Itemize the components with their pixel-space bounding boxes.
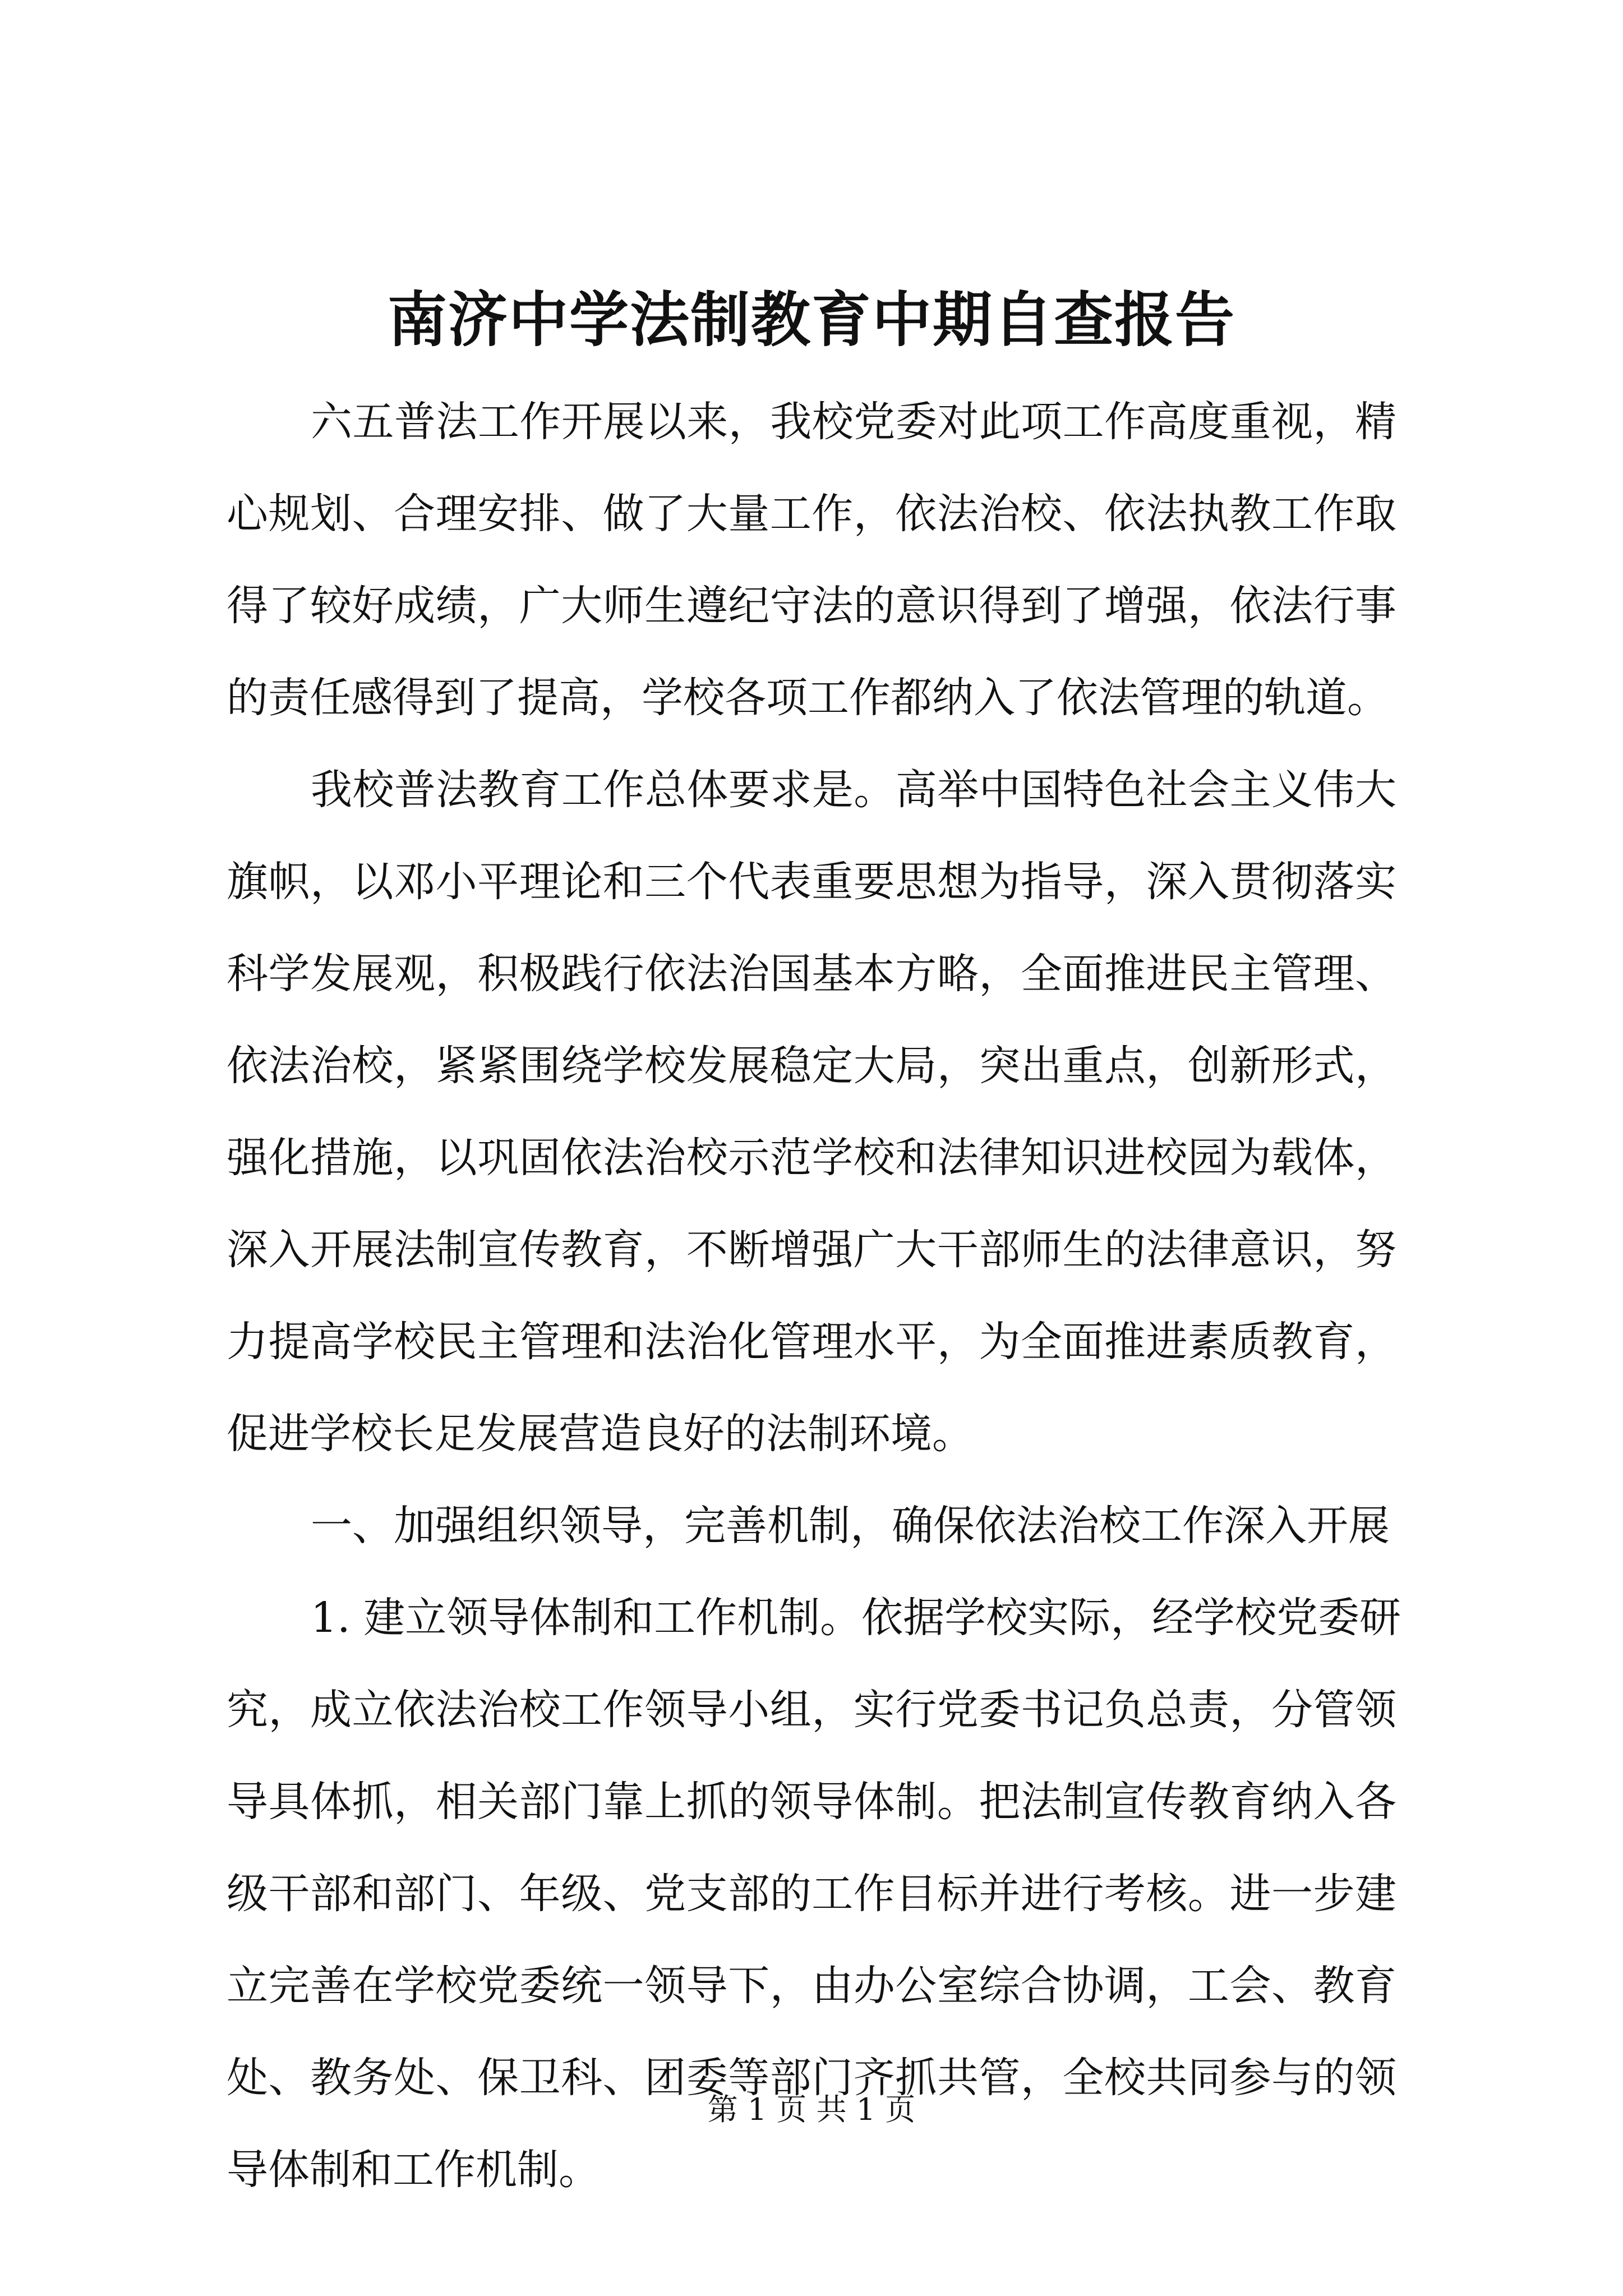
paragraph: [227, 376, 1396, 744]
text-line: 旗帜，以邓小平理论和三个代表重要思想为指导，深入贯彻落实: [227, 858, 1396, 906]
text-line: 深入开展法制宣传教育，不断增强广大干部师生的法律意识，努: [227, 1226, 1396, 1274]
text-line: 1. 建立领导体制和工作机制。依据学校实际，经学校党委研: [311, 1594, 1401, 1642]
text-line: 促进学校长足发展营造良好的法制环境。: [227, 1410, 974, 1458]
paragraph: [227, 744, 1396, 1480]
section-heading: [227, 1480, 1396, 1572]
text-line: 一、加强组织领导，完善机制，确保依法治校工作深入开展: [311, 1502, 1390, 1550]
text-line: 导体制和工作机制。: [227, 2146, 600, 2194]
text-line: 导具体抓，相关部门靠上抓的领导体制。把法制宣传教育纳入各: [227, 1778, 1396, 1826]
document-title: 南济中学法制教育中期自查报告: [388, 284, 1235, 355]
text-line: 心规划、合理安排、做了大量工作，依法治校、依法执教工作取: [227, 490, 1396, 538]
text-line: 得了较好成绩，广大师生遵纪守法的意识得到了增强，依法行事: [227, 582, 1396, 630]
text-line: 级干部和部门、年级、党支部的工作目标并进行考核。进一步建: [227, 1870, 1396, 1918]
text-line: 究，成立依法治校工作领导小组，实行党委书记负总责，分管领: [227, 1686, 1396, 1734]
text-line: 强化措施，以巩固依法治校示范学校和法律知识进校园为载体，: [227, 1134, 1396, 1182]
page-number: 第 1 页 共 1 页: [707, 2092, 916, 2127]
text-line: 的责任感得到了提高，学校各项工作都纳入了依法管理的轨道。: [227, 674, 1389, 722]
document-body: [227, 376, 1401, 2216]
text-line: 科学发展观，积极践行依法治国基本方略，全面推进民主管理、: [227, 950, 1396, 998]
text-line: 力提高学校民主管理和法治化管理水平，为全面推进素质教育，: [227, 1318, 1396, 1366]
text-line: 立完善在学校党委统一领导下，由办公室综合协调，工会、教育: [227, 1962, 1396, 2010]
text-line: 依法治校，紧紧围绕学校发展稳定大局，突出重点，创新形式，: [227, 1042, 1396, 1090]
text-line: 处、教务处、保卫科、团委等部门齐抓共管，全校共同参与的领: [227, 2054, 1396, 2102]
text-line: 六五普法工作开展以来，我校党委对此项工作高度重视，精: [311, 398, 1396, 446]
text-line: 我校普法教育工作总体要求是。高举中国特色社会主义伟大: [311, 766, 1396, 814]
